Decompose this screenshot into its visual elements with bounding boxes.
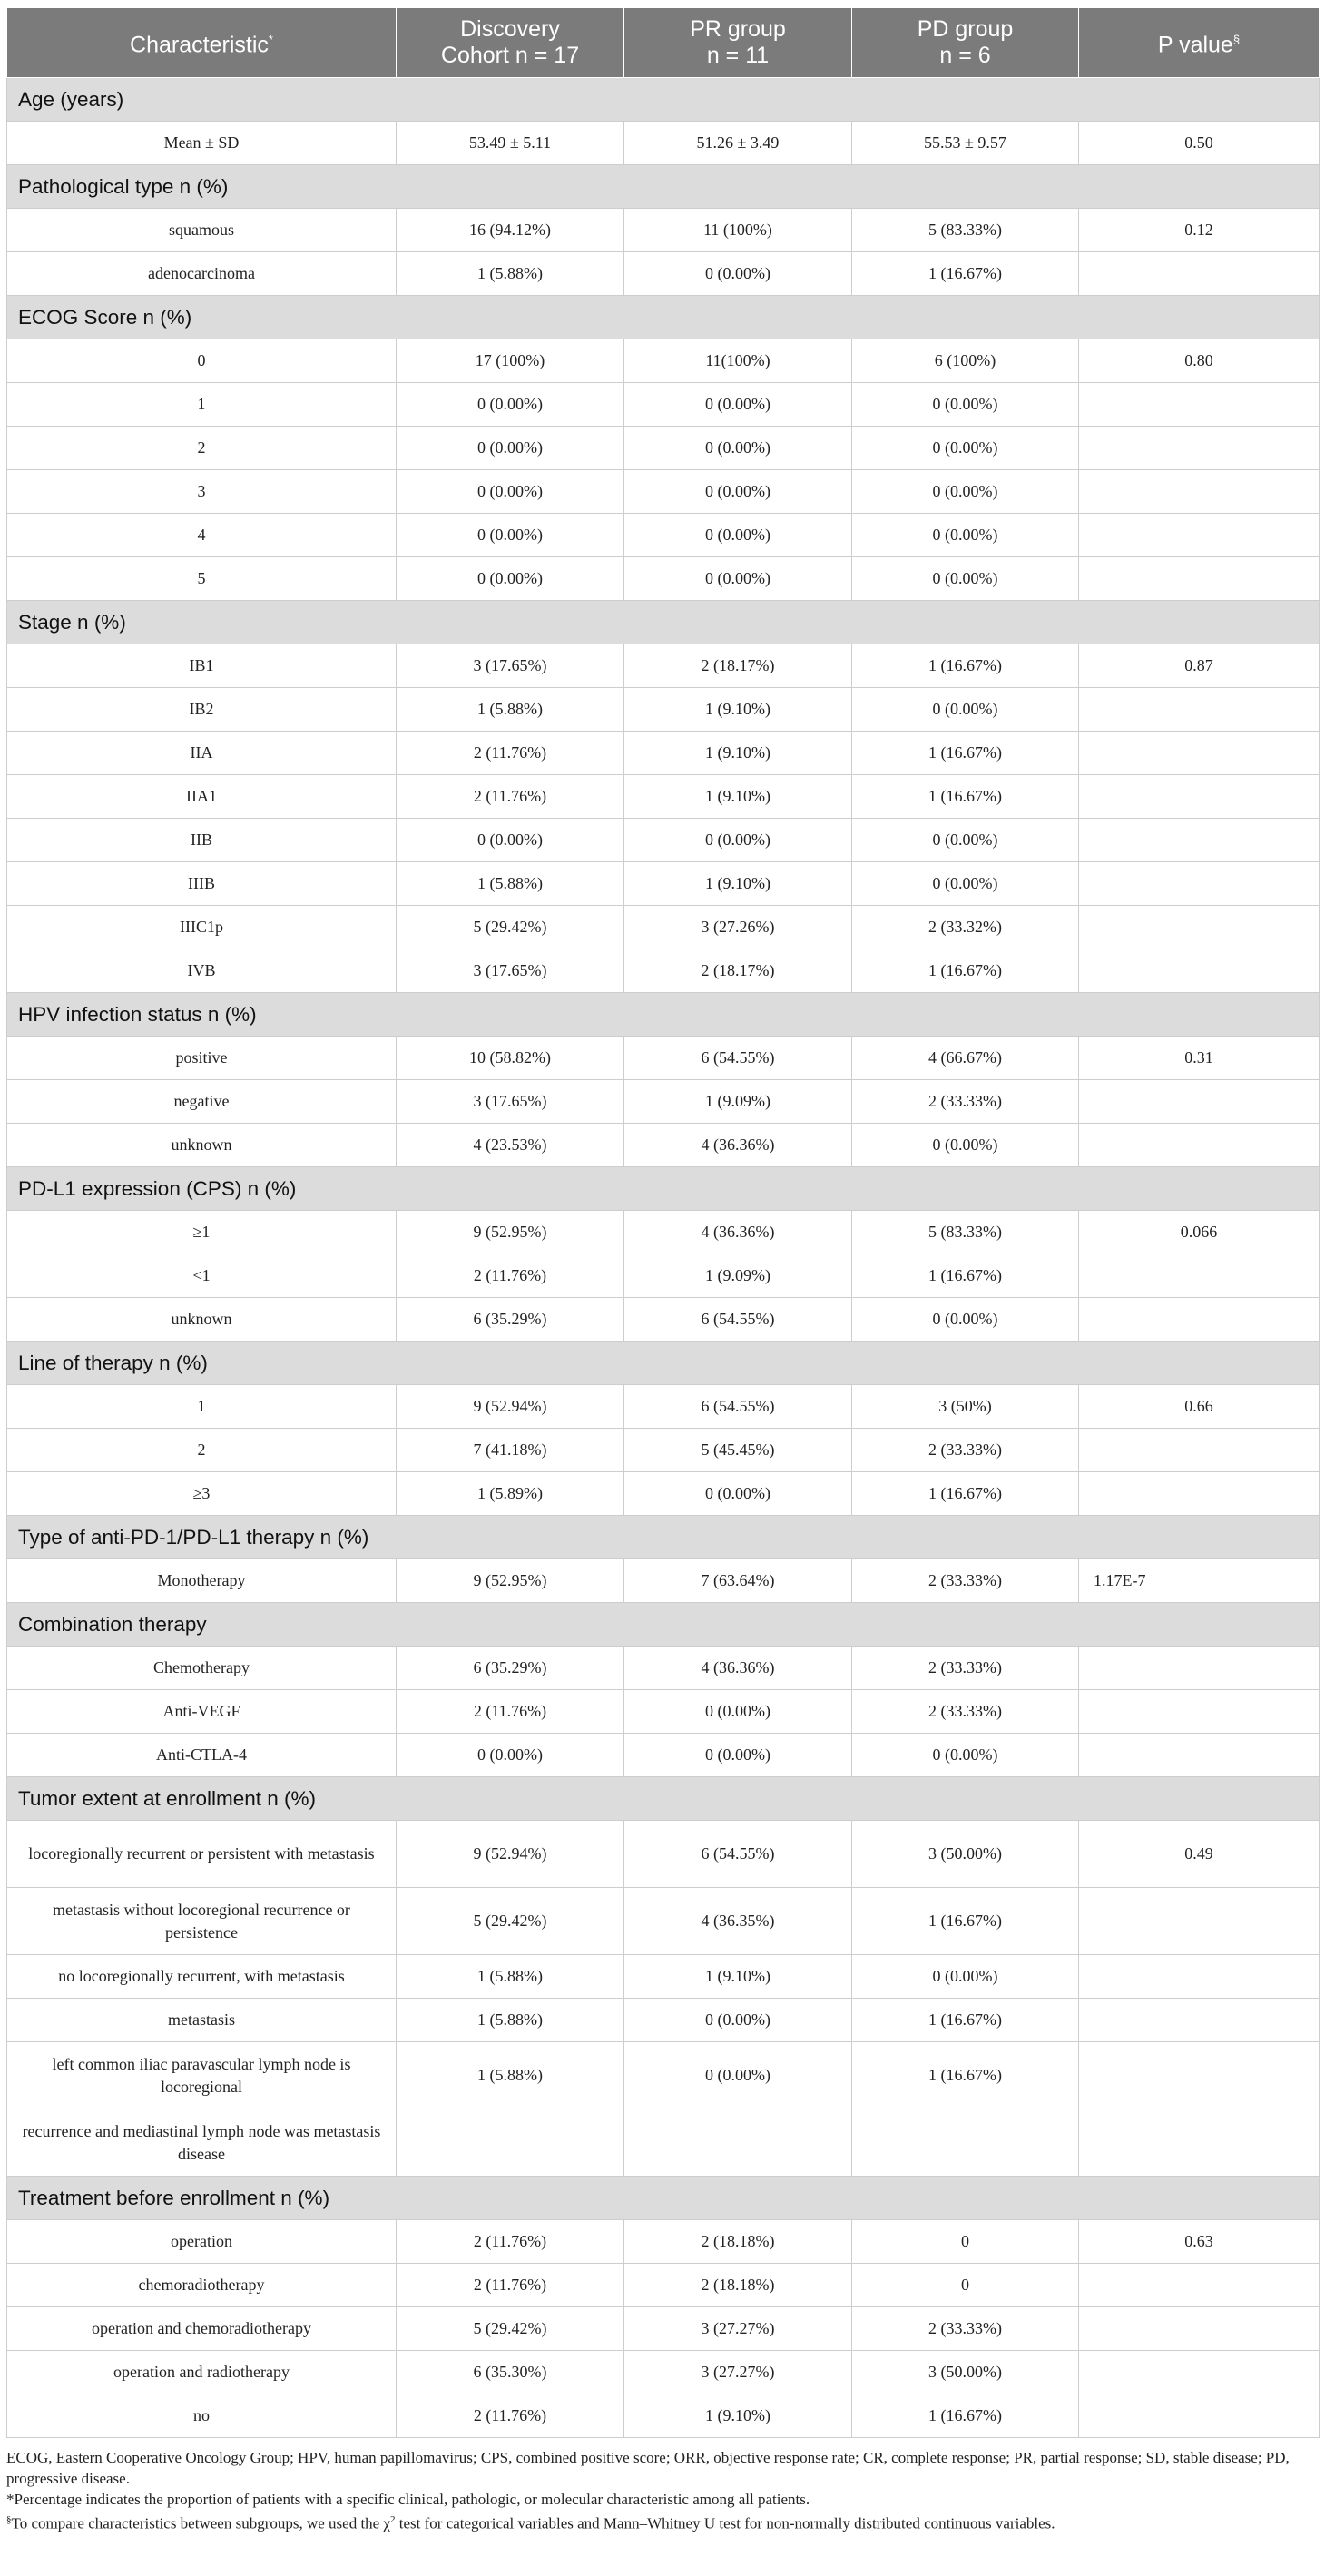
cell-pr-group: 2 (18.17%) bbox=[624, 949, 852, 993]
cell-pr-group: 2 (18.17%) bbox=[624, 644, 852, 688]
table-row bbox=[7, 557, 1320, 601]
cell-pd-group: 2 (33.32%) bbox=[852, 906, 1079, 949]
table-row bbox=[7, 1559, 1320, 1603]
table-row bbox=[7, 122, 1320, 165]
section-row bbox=[7, 1603, 1320, 1647]
cell-characteristic: IIIB bbox=[7, 862, 397, 906]
cell-pr-group: 6 (54.55%) bbox=[624, 1821, 852, 1888]
table-row bbox=[7, 1037, 1320, 1080]
cell-p-value bbox=[1079, 383, 1320, 427]
cell-p-value bbox=[1079, 732, 1320, 775]
cell-discovery: 3 (17.65%) bbox=[397, 949, 624, 993]
cell-discovery: 0 (0.00%) bbox=[397, 427, 624, 470]
cell-p-value bbox=[1079, 2394, 1320, 2438]
cell-pr-group: 11 (100%) bbox=[624, 209, 852, 252]
table-row bbox=[7, 2109, 1320, 2177]
cell-p-value bbox=[1079, 252, 1320, 296]
cell-p-value: 0.12 bbox=[1079, 209, 1320, 252]
cell-pr-group: 0 (0.00%) bbox=[624, 252, 852, 296]
cell-p-value bbox=[1079, 1999, 1320, 2042]
cell-discovery: 17 (100%) bbox=[397, 339, 624, 383]
cell-p-value: 0.066 bbox=[1079, 1211, 1320, 1254]
cell-pd-group: 2 (33.33%) bbox=[852, 1690, 1079, 1734]
table-row bbox=[7, 514, 1320, 557]
cell-discovery: 0 (0.00%) bbox=[397, 383, 624, 427]
cell-discovery: 0 (0.00%) bbox=[397, 470, 624, 514]
cell-p-value bbox=[1079, 2351, 1320, 2394]
cell-characteristic: metastasis without locoregional recurrence or persistence bbox=[7, 1888, 397, 1955]
table-row bbox=[7, 1734, 1320, 1777]
cell-characteristic: no locoregionally recurrent, with metastasis bbox=[7, 1955, 397, 1999]
cell-discovery: 1 (5.88%) bbox=[397, 252, 624, 296]
table-row bbox=[7, 427, 1320, 470]
cell-discovery: 16 (94.12%) bbox=[397, 209, 624, 252]
footnote-statistics-start: To compare characteristics between subgroups, we used the χ bbox=[11, 2514, 391, 2532]
cell-pd-group: 0 (0.00%) bbox=[852, 688, 1079, 732]
section-title: Type of anti-PD-1/PD-L1 therapy n (%) bbox=[7, 1516, 1320, 1559]
cell-discovery: 6 (35.29%) bbox=[397, 1647, 624, 1690]
table-row bbox=[7, 775, 1320, 819]
cell-characteristic: positive bbox=[7, 1037, 397, 1080]
cell-characteristic: locoregionally recurrent or persistent with metastasis bbox=[7, 1821, 397, 1888]
cell-characteristic: IIB bbox=[7, 819, 397, 862]
cell-discovery: 9 (52.95%) bbox=[397, 1559, 624, 1603]
cell-p-value: 0.87 bbox=[1079, 644, 1320, 688]
cell-p-value: 0.63 bbox=[1079, 2220, 1320, 2264]
cell-pr-group: 0 (0.00%) bbox=[624, 470, 852, 514]
table-row bbox=[7, 339, 1320, 383]
cell-pr-group: 6 (54.55%) bbox=[624, 1298, 852, 1342]
cell-pr-group: 0 (0.00%) bbox=[624, 514, 852, 557]
cell-p-value bbox=[1079, 2109, 1320, 2177]
table-row bbox=[7, 383, 1320, 427]
cell-pd-group: 0 (0.00%) bbox=[852, 470, 1079, 514]
cell-pd-group: 2 (33.33%) bbox=[852, 2307, 1079, 2351]
cell-pd-group: 1 (16.67%) bbox=[852, 1254, 1079, 1298]
cell-p-value bbox=[1079, 862, 1320, 906]
cell-p-value bbox=[1079, 1647, 1320, 1690]
cell-characteristic: metastasis bbox=[7, 1999, 397, 2042]
table-row bbox=[7, 1298, 1320, 1342]
cell-discovery: 3 (17.65%) bbox=[397, 1080, 624, 1124]
cell-discovery: 1 (5.88%) bbox=[397, 862, 624, 906]
table-row bbox=[7, 862, 1320, 906]
cell-discovery: 9 (52.95%) bbox=[397, 1211, 624, 1254]
cell-p-value bbox=[1079, 427, 1320, 470]
cell-p-value bbox=[1079, 1690, 1320, 1734]
cell-pr-group: 1 (9.10%) bbox=[624, 732, 852, 775]
cell-discovery: 1 (5.88%) bbox=[397, 688, 624, 732]
cell-p-value bbox=[1079, 1080, 1320, 1124]
cell-p-value bbox=[1079, 470, 1320, 514]
cell-pd-group: 0 (0.00%) bbox=[852, 427, 1079, 470]
header-pr-line1: PR group bbox=[690, 16, 786, 42]
cell-characteristic: 1 bbox=[7, 383, 397, 427]
cell-discovery: 2 (11.76%) bbox=[397, 2264, 624, 2307]
cell-pr-group: 0 (0.00%) bbox=[624, 2042, 852, 2109]
cell-pd-group: 1 (16.67%) bbox=[852, 732, 1079, 775]
cell-p-value bbox=[1079, 688, 1320, 732]
cell-p-value bbox=[1079, 949, 1320, 993]
cell-p-value bbox=[1079, 1298, 1320, 1342]
cell-characteristic: 2 bbox=[7, 427, 397, 470]
table-row bbox=[7, 209, 1320, 252]
cell-discovery: 9 (52.94%) bbox=[397, 1385, 624, 1429]
header-characteristic bbox=[7, 8, 397, 78]
cell-characteristic: Monotherapy bbox=[7, 1559, 397, 1603]
cell-characteristic: negative bbox=[7, 1080, 397, 1124]
section-title: Pathological type n (%) bbox=[7, 165, 1320, 209]
section-title: Line of therapy n (%) bbox=[7, 1342, 1320, 1385]
cell-discovery: 1 (5.89%) bbox=[397, 1472, 624, 1516]
cell-discovery: 0 (0.00%) bbox=[397, 1734, 624, 1777]
cell-p-value bbox=[1079, 2042, 1320, 2109]
section-row bbox=[7, 296, 1320, 339]
cell-characteristic: operation bbox=[7, 2220, 397, 2264]
cell-pd-group: 0 (0.00%) bbox=[852, 1955, 1079, 1999]
cell-pd-group: 0 bbox=[852, 2220, 1079, 2264]
table-row bbox=[7, 2220, 1320, 2264]
table-row bbox=[7, 2394, 1320, 2438]
cell-characteristic: IVB bbox=[7, 949, 397, 993]
cell-pd-group: 5 (83.33%) bbox=[852, 209, 1079, 252]
cell-pr-group: 2 (18.18%) bbox=[624, 2220, 852, 2264]
section-title: HPV infection status n (%) bbox=[7, 993, 1320, 1037]
cell-characteristic: chemoradiotherapy bbox=[7, 2264, 397, 2307]
table-row bbox=[7, 1690, 1320, 1734]
section-title: Stage n (%) bbox=[7, 601, 1320, 644]
section-title: PD-L1 expression (CPS) n (%) bbox=[7, 1167, 1320, 1211]
table-row bbox=[7, 1647, 1320, 1690]
cell-pr-group: 1 (9.10%) bbox=[624, 688, 852, 732]
cell-discovery: 10 (58.82%) bbox=[397, 1037, 624, 1080]
table-row bbox=[7, 1888, 1320, 1955]
footnote-abbreviations: ECOG, Eastern Cooperative Oncology Group; HPV, human papillomavirus; CPS, combined positive score; ORR, objective response rate; CR, complete response; PR, partial response; SD, stable disease; PD, progressive disease. bbox=[6, 2449, 1290, 2487]
section-title: ECOG Score n (%) bbox=[7, 296, 1320, 339]
cell-p-value bbox=[1079, 1124, 1320, 1167]
table-row bbox=[7, 2307, 1320, 2351]
cell-characteristic: Chemotherapy bbox=[7, 1647, 397, 1690]
cell-discovery: 2 (11.76%) bbox=[397, 732, 624, 775]
section-title: Combination therapy bbox=[7, 1603, 1320, 1647]
table-row bbox=[7, 644, 1320, 688]
cell-characteristic: left common iliac paravascular lymph node is locoregional bbox=[7, 2042, 397, 2109]
cell-discovery: 1 (5.88%) bbox=[397, 1999, 624, 2042]
cell-pd-group: 5 (83.33%) bbox=[852, 1211, 1079, 1254]
cell-pr-group: 3 (27.26%) bbox=[624, 906, 852, 949]
section-row bbox=[7, 165, 1320, 209]
table-row bbox=[7, 1385, 1320, 1429]
cell-pr-group: 3 (27.27%) bbox=[624, 2351, 852, 2394]
cell-pd-group: 1 (16.67%) bbox=[852, 2394, 1079, 2438]
cell-p-value bbox=[1079, 1888, 1320, 1955]
cell-pr-group: 4 (36.36%) bbox=[624, 1647, 852, 1690]
cell-pr-group: 1 (9.10%) bbox=[624, 1955, 852, 1999]
table-row bbox=[7, 2042, 1320, 2109]
cell-discovery: 2 (11.76%) bbox=[397, 1690, 624, 1734]
table-row bbox=[7, 252, 1320, 296]
cell-characteristic: 3 bbox=[7, 470, 397, 514]
cell-characteristic: operation and chemoradiotherapy bbox=[7, 2307, 397, 2351]
cell-pd-group: 3 (50.00%) bbox=[852, 2351, 1079, 2394]
cell-characteristic: unknown bbox=[7, 1298, 397, 1342]
section-title: Treatment before enrollment n (%) bbox=[7, 2177, 1320, 2220]
cell-pr-group: 7 (63.64%) bbox=[624, 1559, 852, 1603]
cell-pd-group: 1 (16.67%) bbox=[852, 1999, 1079, 2042]
cell-pd-group: 1 (16.67%) bbox=[852, 252, 1079, 296]
cell-characteristic: operation and radiotherapy bbox=[7, 2351, 397, 2394]
cell-discovery: 6 (35.30%) bbox=[397, 2351, 624, 2394]
table-row bbox=[7, 1955, 1320, 1999]
table-row bbox=[7, 1472, 1320, 1516]
section-row bbox=[7, 78, 1320, 122]
cell-pd-group: 0 (0.00%) bbox=[852, 1124, 1079, 1167]
table-row bbox=[7, 1124, 1320, 1167]
cell-characteristic: 4 bbox=[7, 514, 397, 557]
cell-characteristic: recurrence and mediastinal lymph node was metastasis disease bbox=[7, 2109, 397, 2177]
cell-characteristic: Anti-CTLA-4 bbox=[7, 1734, 397, 1777]
cell-pr-group: 0 (0.00%) bbox=[624, 383, 852, 427]
cell-pd-group: 2 (33.33%) bbox=[852, 1647, 1079, 1690]
cell-discovery: 0 (0.00%) bbox=[397, 514, 624, 557]
cell-discovery: 2 (11.76%) bbox=[397, 1254, 624, 1298]
cell-characteristic: IB1 bbox=[7, 644, 397, 688]
cell-pr-group bbox=[624, 2109, 852, 2177]
cell-pd-group: 1 (16.67%) bbox=[852, 1472, 1079, 1516]
cell-characteristic: IIIC1p bbox=[7, 906, 397, 949]
characteristics-document bbox=[6, 7, 1319, 2534]
cell-characteristic: IIA bbox=[7, 732, 397, 775]
cell-pr-group: 4 (36.36%) bbox=[624, 1124, 852, 1167]
characteristics-table bbox=[6, 7, 1320, 2438]
cell-p-value bbox=[1079, 1955, 1320, 1999]
section-row bbox=[7, 1342, 1320, 1385]
cell-characteristic: ≥1 bbox=[7, 1211, 397, 1254]
section-row bbox=[7, 1167, 1320, 1211]
footnote-percentage: *Percentage indicates the proportion of patients with a specific clinical, pathologic, or molecular characteristic among all patients. bbox=[6, 2491, 810, 2508]
cell-pd-group: 1 (16.67%) bbox=[852, 2042, 1079, 2109]
cell-discovery: 2 (11.76%) bbox=[397, 775, 624, 819]
footnote-statistics-end: test for categorical variables and Mann–Whitney U test for non-normally distributed continuous variables. bbox=[395, 2514, 1055, 2532]
section-row bbox=[7, 1516, 1320, 1559]
cell-pd-group: 2 (33.33%) bbox=[852, 1559, 1079, 1603]
cell-pd-group: 0 bbox=[852, 2264, 1079, 2307]
table-row bbox=[7, 1821, 1320, 1888]
cell-pr-group: 0 (0.00%) bbox=[624, 819, 852, 862]
table-header bbox=[7, 8, 1320, 78]
cell-discovery: 7 (41.18%) bbox=[397, 1429, 624, 1472]
cell-pr-group: 1 (9.10%) bbox=[624, 775, 852, 819]
cell-pr-group: 0 (0.00%) bbox=[624, 1690, 852, 1734]
table-row bbox=[7, 1080, 1320, 1124]
cell-characteristic: IB2 bbox=[7, 688, 397, 732]
cell-pd-group: 0 (0.00%) bbox=[852, 514, 1079, 557]
cell-p-value: 1.17E-7 bbox=[1079, 1559, 1320, 1603]
cell-pr-group: 0 (0.00%) bbox=[624, 1999, 852, 2042]
cell-pd-group: 0 (0.00%) bbox=[852, 383, 1079, 427]
table-row bbox=[7, 906, 1320, 949]
header-discovery bbox=[397, 8, 624, 78]
cell-pr-group: 6 (54.55%) bbox=[624, 1037, 852, 1080]
cell-characteristic: Mean ± SD bbox=[7, 122, 397, 165]
cell-p-value bbox=[1079, 1472, 1320, 1516]
cell-p-value bbox=[1079, 514, 1320, 557]
cell-characteristic: 1 bbox=[7, 1385, 397, 1429]
header-discovery-line1: Discovery bbox=[460, 16, 560, 42]
cell-pr-group: 5 (45.45%) bbox=[624, 1429, 852, 1472]
cell-p-value: 0.49 bbox=[1079, 1821, 1320, 1888]
table-row bbox=[7, 732, 1320, 775]
cell-characteristic: adenocarcinoma bbox=[7, 252, 397, 296]
cell-discovery: 2 (11.76%) bbox=[397, 2394, 624, 2438]
cell-discovery bbox=[397, 2109, 624, 2177]
cell-pd-group: 0 (0.00%) bbox=[852, 1298, 1079, 1342]
cell-discovery: 4 (23.53%) bbox=[397, 1124, 624, 1167]
cell-pd-group: 6 (100%) bbox=[852, 339, 1079, 383]
cell-characteristic: <1 bbox=[7, 1254, 397, 1298]
section-row bbox=[7, 2177, 1320, 2220]
cell-pr-group: 0 (0.00%) bbox=[624, 1472, 852, 1516]
cell-discovery: 1 (5.88%) bbox=[397, 2042, 624, 2109]
cell-pd-group: 1 (16.67%) bbox=[852, 949, 1079, 993]
header-p-value-text: P value bbox=[1157, 32, 1233, 58]
footnote-statistics bbox=[6, 2510, 1319, 2534]
cell-pd-group bbox=[852, 2109, 1079, 2177]
table-row bbox=[7, 1429, 1320, 1472]
footnote-statistics-mark: § bbox=[6, 2514, 12, 2525]
cell-p-value bbox=[1079, 906, 1320, 949]
cell-pd-group: 2 (33.33%) bbox=[852, 1429, 1079, 1472]
cell-discovery: 5 (29.42%) bbox=[397, 1888, 624, 1955]
cell-pr-group: 1 (9.10%) bbox=[624, 862, 852, 906]
cell-pd-group: 4 (66.67%) bbox=[852, 1037, 1079, 1080]
cell-pr-group: 0 (0.00%) bbox=[624, 1734, 852, 1777]
cell-p-value bbox=[1079, 2307, 1320, 2351]
section-row bbox=[7, 1777, 1320, 1821]
cell-pd-group: 0 (0.00%) bbox=[852, 1734, 1079, 1777]
cell-characteristic: squamous bbox=[7, 209, 397, 252]
cell-p-value bbox=[1079, 1254, 1320, 1298]
section-row bbox=[7, 601, 1320, 644]
cell-pr-group: 4 (36.35%) bbox=[624, 1888, 852, 1955]
table-row bbox=[7, 1254, 1320, 1298]
cell-pr-group: 2 (18.18%) bbox=[624, 2264, 852, 2307]
cell-pr-group: 11(100%) bbox=[624, 339, 852, 383]
header-characteristic-mark: * bbox=[268, 33, 273, 47]
header-p-mark: § bbox=[1232, 33, 1241, 47]
table-row bbox=[7, 1999, 1320, 2042]
cell-p-value bbox=[1079, 1734, 1320, 1777]
table-footnotes bbox=[6, 2447, 1319, 2534]
cell-characteristic: Anti-VEGF bbox=[7, 1690, 397, 1734]
cell-pr-group: 3 (27.27%) bbox=[624, 2307, 852, 2351]
cell-discovery: 5 (29.42%) bbox=[397, 2307, 624, 2351]
cell-characteristic: ≥3 bbox=[7, 1472, 397, 1516]
cell-p-value bbox=[1079, 2264, 1320, 2307]
table-row bbox=[7, 2351, 1320, 2394]
cell-pr-group: 0 (0.00%) bbox=[624, 557, 852, 601]
cell-discovery: 0 (0.00%) bbox=[397, 557, 624, 601]
cell-p-value: 0.31 bbox=[1079, 1037, 1320, 1080]
section-title: Age (years) bbox=[7, 78, 1320, 122]
header-pr-group bbox=[624, 8, 852, 78]
section-row bbox=[7, 993, 1320, 1037]
cell-p-value bbox=[1079, 557, 1320, 601]
section-title: Tumor extent at enrollment n (%) bbox=[7, 1777, 1320, 1821]
table-row bbox=[7, 1211, 1320, 1254]
cell-characteristic: unknown bbox=[7, 1124, 397, 1167]
header-pd-line1: PD group bbox=[917, 16, 1014, 42]
cell-pd-group: 0 (0.00%) bbox=[852, 557, 1079, 601]
cell-pd-group: 3 (50%) bbox=[852, 1385, 1079, 1429]
header-pr-line2: n = 11 bbox=[706, 43, 770, 68]
header-p-value bbox=[1079, 8, 1320, 78]
cell-characteristic: 0 bbox=[7, 339, 397, 383]
cell-discovery: 2 (11.76%) bbox=[397, 2220, 624, 2264]
footnote-chi-exponent: 2 bbox=[390, 2514, 396, 2525]
cell-pr-group: 1 (9.09%) bbox=[624, 1254, 852, 1298]
cell-discovery: 5 (29.42%) bbox=[397, 906, 624, 949]
table-row bbox=[7, 688, 1320, 732]
table-body bbox=[7, 78, 1320, 2438]
header-row bbox=[7, 8, 1320, 78]
cell-discovery: 0 (0.00%) bbox=[397, 819, 624, 862]
cell-characteristic: IIA1 bbox=[7, 775, 397, 819]
cell-pr-group: 1 (9.09%) bbox=[624, 1080, 852, 1124]
cell-pd-group: 1 (16.67%) bbox=[852, 1888, 1079, 1955]
header-pd-line2: n = 6 bbox=[939, 43, 991, 68]
table-row bbox=[7, 949, 1320, 993]
header-pd-group bbox=[852, 8, 1079, 78]
cell-p-value: 0.80 bbox=[1079, 339, 1320, 383]
cell-pr-group: 4 (36.36%) bbox=[624, 1211, 852, 1254]
cell-p-value bbox=[1079, 775, 1320, 819]
cell-discovery: 6 (35.29%) bbox=[397, 1298, 624, 1342]
header-discovery-line2: Cohort n = 17 bbox=[440, 43, 580, 68]
table-row bbox=[7, 470, 1320, 514]
cell-p-value: 0.50 bbox=[1079, 122, 1320, 165]
cell-pr-group: 1 (9.10%) bbox=[624, 2394, 852, 2438]
table-row bbox=[7, 819, 1320, 862]
cell-pr-group: 6 (54.55%) bbox=[624, 1385, 852, 1429]
cell-discovery: 3 (17.65%) bbox=[397, 644, 624, 688]
cell-discovery: 9 (52.94%) bbox=[397, 1821, 624, 1888]
cell-discovery: 1 (5.88%) bbox=[397, 1955, 624, 1999]
cell-pd-group: 55.53 ± 9.57 bbox=[852, 122, 1079, 165]
cell-pd-group: 0 (0.00%) bbox=[852, 819, 1079, 862]
cell-pd-group: 3 (50.00%) bbox=[852, 1821, 1079, 1888]
cell-pd-group: 1 (16.67%) bbox=[852, 644, 1079, 688]
cell-characteristic: 2 bbox=[7, 1429, 397, 1472]
header-characteristic-text: Characteristic bbox=[130, 32, 269, 58]
cell-pd-group: 0 (0.00%) bbox=[852, 862, 1079, 906]
cell-characteristic: 5 bbox=[7, 557, 397, 601]
table-row bbox=[7, 2264, 1320, 2307]
cell-characteristic: no bbox=[7, 2394, 397, 2438]
cell-discovery: 53.49 ± 5.11 bbox=[397, 122, 624, 165]
cell-pr-group: 0 (0.00%) bbox=[624, 427, 852, 470]
cell-pd-group: 2 (33.33%) bbox=[852, 1080, 1079, 1124]
cell-p-value bbox=[1079, 1429, 1320, 1472]
cell-pd-group: 1 (16.67%) bbox=[852, 775, 1079, 819]
cell-pr-group: 51.26 ± 3.49 bbox=[624, 122, 852, 165]
cell-p-value: 0.66 bbox=[1079, 1385, 1320, 1429]
cell-p-value bbox=[1079, 819, 1320, 862]
